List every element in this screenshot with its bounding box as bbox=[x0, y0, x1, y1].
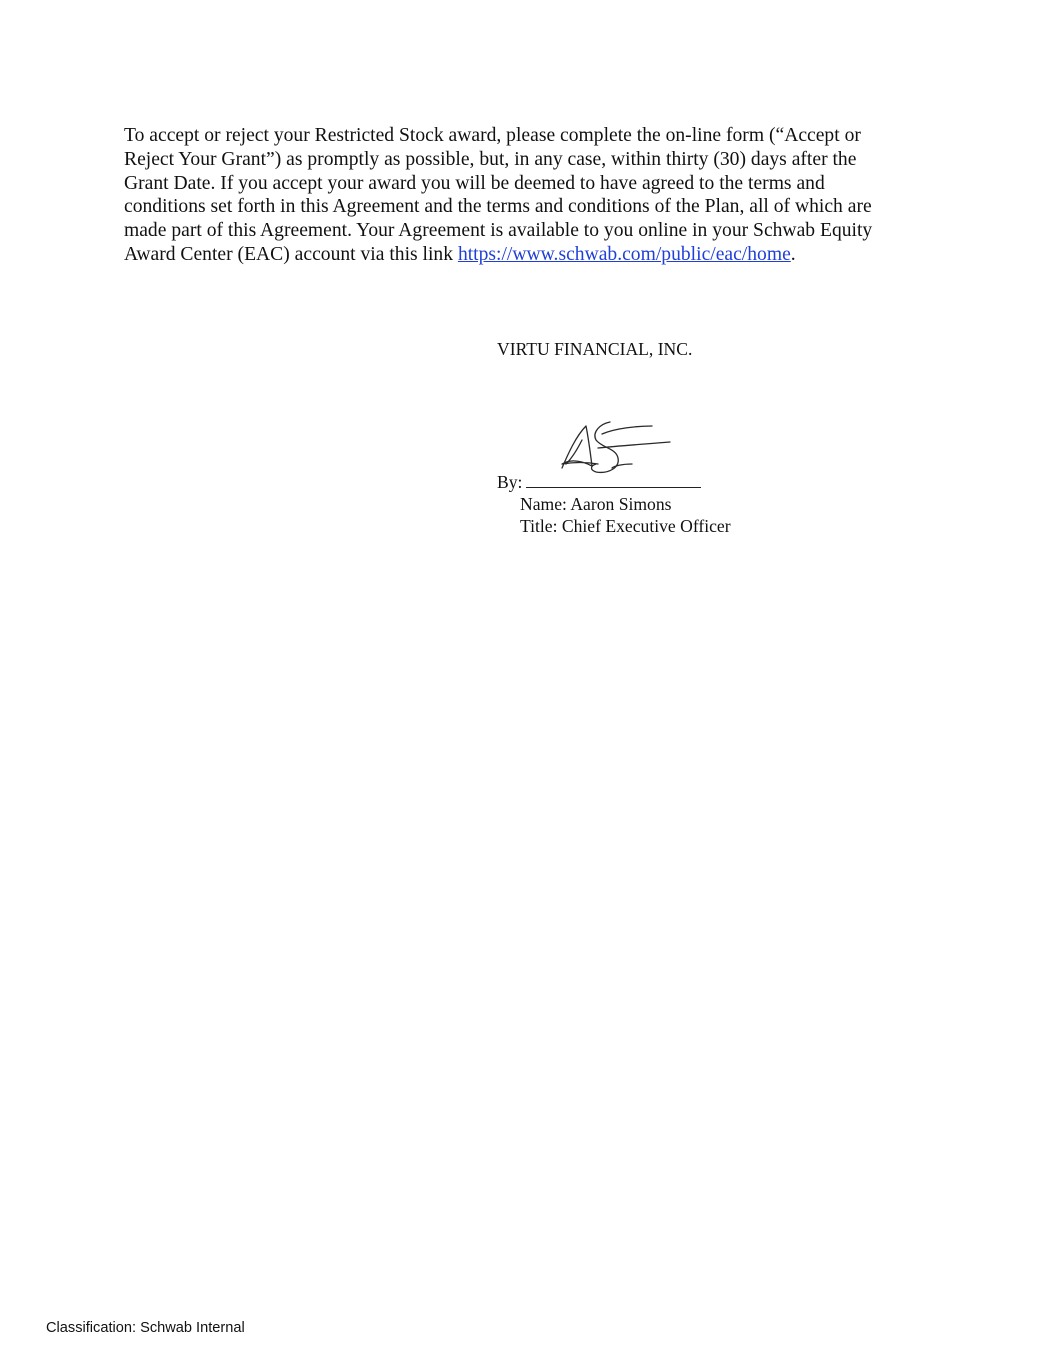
paragraph-line-with-link bbox=[124, 243, 934, 267]
link-prefix-text: Award Center (EAC) account via this link bbox=[124, 243, 458, 265]
instructions-paragraph bbox=[124, 124, 934, 267]
paragraph-line: conditions set forth in this Agreement and the terms and conditions of the Plan, all of which are bbox=[124, 196, 872, 218]
signature-underline bbox=[526, 472, 701, 488]
classification-footer: Classification: Schwab Internal bbox=[46, 1320, 245, 1336]
signer-title: Title: Chief Executive Officer bbox=[520, 516, 731, 536]
signature-block bbox=[497, 471, 731, 537]
paragraph-line: Grant Date. If you accept your award you will be deemed to have agreed to the terms and bbox=[124, 172, 825, 194]
signer-name: Name: Aaron Simons bbox=[520, 494, 672, 514]
schwab-eac-link[interactable]: https://www.schwab.com/public/eac/home bbox=[457, 243, 791, 265]
by-label: By: bbox=[497, 472, 523, 492]
paragraph-line: To accept or reject your Restricted Stock award, please complete the on-line form (“Accept or bbox=[124, 125, 861, 146]
by-line bbox=[497, 471, 731, 493]
link-suffix-text: . bbox=[790, 243, 796, 265]
company-name: VIRTU FINANCIAL, INC. bbox=[497, 339, 693, 359]
paragraph-line: made part of this Agreement. Your Agreement is available to you online in your Schwab Equity bbox=[124, 220, 873, 242]
paragraph-line: Reject Your Grant”) as promptly as possible, but, in any case, within thirty (30) days after the bbox=[124, 148, 857, 170]
